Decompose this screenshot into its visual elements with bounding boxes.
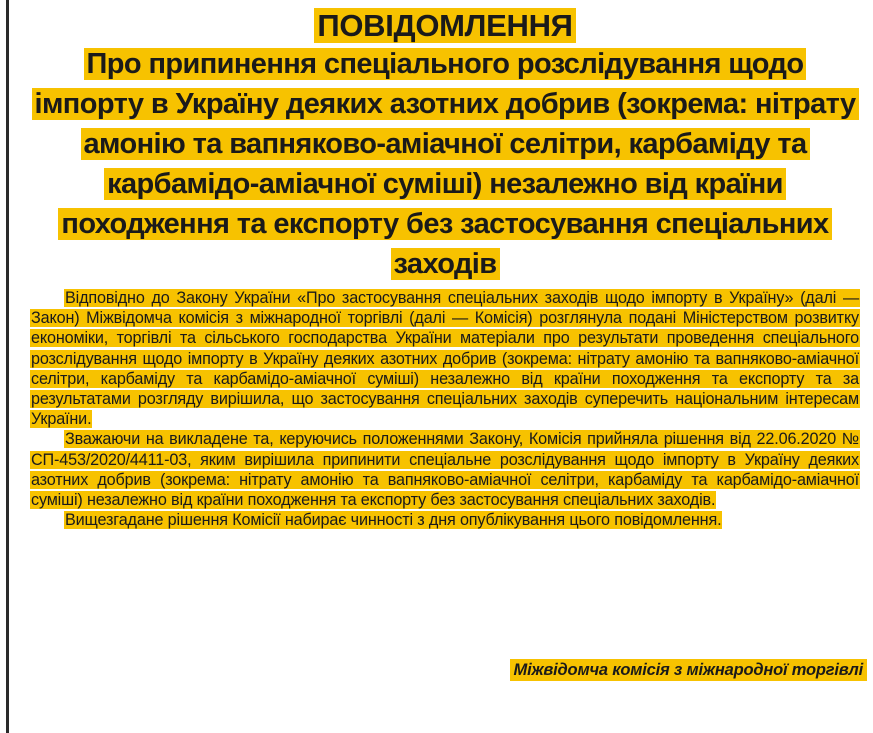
body-paragraph-3-text: Вищезгадане рішення Комісії набирає чинності з дня опублікування цього повідомлення. (65, 511, 722, 530)
notice-heading (30, 8, 860, 44)
left-column-rule (6, 0, 9, 733)
notice-signature (510, 658, 867, 682)
body-paragraph-1 (30, 288, 860, 429)
notice-signature-text: Міжвідомча комісія з міжнародної торгівлі (510, 659, 867, 681)
body-paragraph-2-text: Зважаючи на викладене та, керуючись положеннями Закону, Комісія прийняла рішення від 22.06.2020 № СП-453/2020/4411-03, яким вирішила припинити спеціальне розслідування щодо імпорту в Україну деяких азотних добрив (зокрема: нітрату амонію та вапняково-аміачної селітри, карбаміду та карбамідо-аміачної суміші) незалежно від країни походження та експорту без застосування спеціальних заходів. (31, 430, 859, 510)
notice-title (30, 44, 860, 284)
notice-title-text: Про припинення спеціального розслідування щодо імпорту в Україну деяких азотних добрив (зокрема: нітрату амонію та вапняково-аміачної селітри, карбаміду та карбамідо-аміачної суміші) незалежно від країни походження та експорту без застосування спеціальних заходів (32, 48, 859, 280)
notice-heading-text: ПОВІДОМЛЕННЯ (314, 8, 575, 43)
body-paragraph-3 (30, 510, 860, 530)
body-paragraph-2 (30, 429, 860, 510)
notice-article (30, 8, 860, 530)
notice-body (30, 288, 860, 530)
body-paragraph-1-text: Відповідно до Закону України «Про застосування спеціальних заходів щодо імпорту в Україну» (далі — Закон) Міжвідомча комісія з міжнародної торгівлі (далі — Комісія) розглянула подані Міністерством розвитку економіки, торгівлі та сільського господарства України матеріали про результати проведення спеціального розслідування щодо імпорту в Україну деяких азотних добрив (зокрема: нітрату амонію та вапняково-аміачної селітри, карбаміду та карбамідо-аміачної суміші) незалежно від країни походження та експорту та за результатами розгляду вирішила, що застосування спеціальних заходів суперечить національним інтересам України. (31, 289, 859, 429)
